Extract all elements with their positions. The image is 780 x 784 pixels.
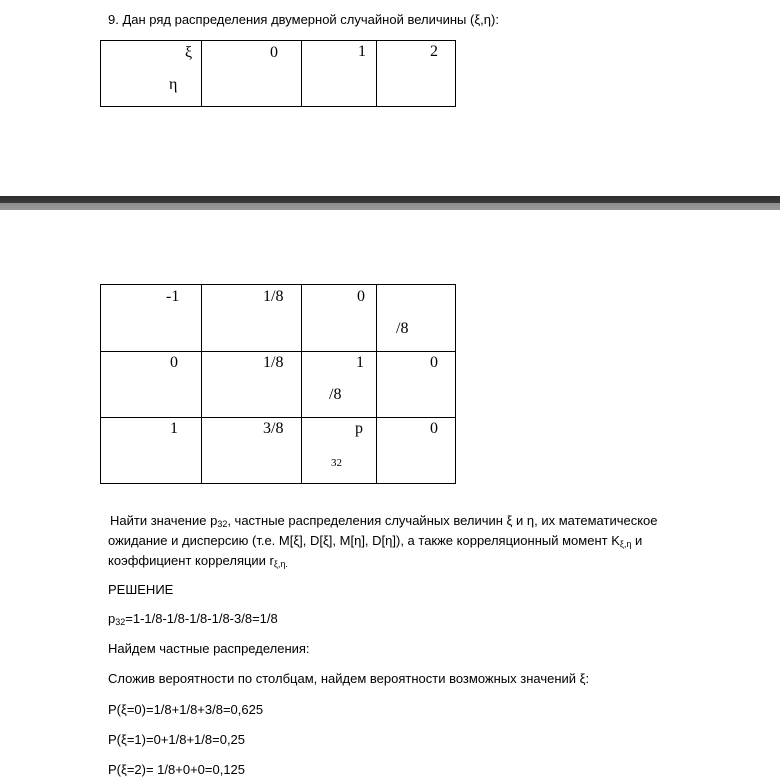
task-line-2: ожидание и дисперсию (т.е. M[ξ], D[ξ], M[η], D[η]), а также корреляционный момент $K_{\xi,\eta}$ и <box>108 533 643 549</box>
p-xi-0: P(ξ=0)=1/8+1/8+3/8=0,625 <box>108 702 264 717</box>
partial-distributions-line: Найдем частные распределения: <box>108 641 310 656</box>
task-line-3: коэффициент корреляции $r_{\xi,\eta.}$ <box>108 553 288 569</box>
table-row-eta-cell <box>100 351 202 418</box>
eta-label: η <box>169 76 178 93</box>
p-xi-1: P(ξ=1)=0+1/8+1/8=0,25 <box>108 732 246 747</box>
prob-value: 0 <box>357 288 365 305</box>
eta-value: 1 <box>170 420 178 437</box>
table-cell <box>201 417 302 484</box>
table-row-eta-cell <box>100 284 202 352</box>
table-cell <box>301 351 377 418</box>
page-separator <box>0 196 780 210</box>
sum-columns-line: Сложив вероятности по столбцам, найдем вероятности возможных значений ξ: <box>108 671 590 686</box>
eta-value: -1 <box>166 288 180 305</box>
prob-value-cut: /8 <box>396 320 409 337</box>
col1-value: 1 <box>358 43 366 60</box>
prob-value: 1/8 <box>263 354 284 371</box>
prob-value: 1 <box>356 354 364 371</box>
table-cell <box>201 284 302 352</box>
table-row-eta-cell <box>100 417 202 484</box>
prob-value-cut: 0 <box>430 354 438 371</box>
prob-value-denominator: /8 <box>329 386 342 403</box>
table-cell <box>201 351 302 418</box>
problem-title: 9. Дан ряд распределения двумерной случайной величины (ξ,η): <box>108 12 499 27</box>
p32-symbol: p <box>355 420 363 437</box>
solution-heading: РЕШЕНИЕ <box>108 582 174 597</box>
top-table <box>100 40 436 108</box>
table-cell <box>376 284 456 352</box>
xi-label: ξ <box>185 44 193 61</box>
prob-value: 1/8 <box>263 288 284 305</box>
p32-subscript: 32 <box>331 457 342 469</box>
distribution-table <box>100 284 436 484</box>
col2-value-cut: 2 <box>430 43 438 60</box>
prob-value: 3/8 <box>263 420 284 437</box>
p-xi-2: P(ξ=2)= 1/8+0+0=0,125 <box>108 762 246 777</box>
header-cell-col0 <box>201 40 302 107</box>
col0-value: 0 <box>270 44 278 61</box>
prob-value-cut: 0 <box>430 420 438 437</box>
table-cell <box>376 351 456 418</box>
table-cell <box>301 417 377 484</box>
table-cell <box>301 284 377 352</box>
task-line-1: Найти значение $р_{32}$, частные распределения случайных величин ξ и η, их математическое <box>110 513 658 529</box>
table-cell <box>376 417 456 484</box>
header-cell-col2 <box>376 40 456 107</box>
eta-value: 0 <box>170 354 178 371</box>
header-corner-cell <box>100 40 202 107</box>
p32-equation: $р_{32}=1-1/8-1/8-1/8-1/8-3/8=1/8$ <box>108 611 278 627</box>
